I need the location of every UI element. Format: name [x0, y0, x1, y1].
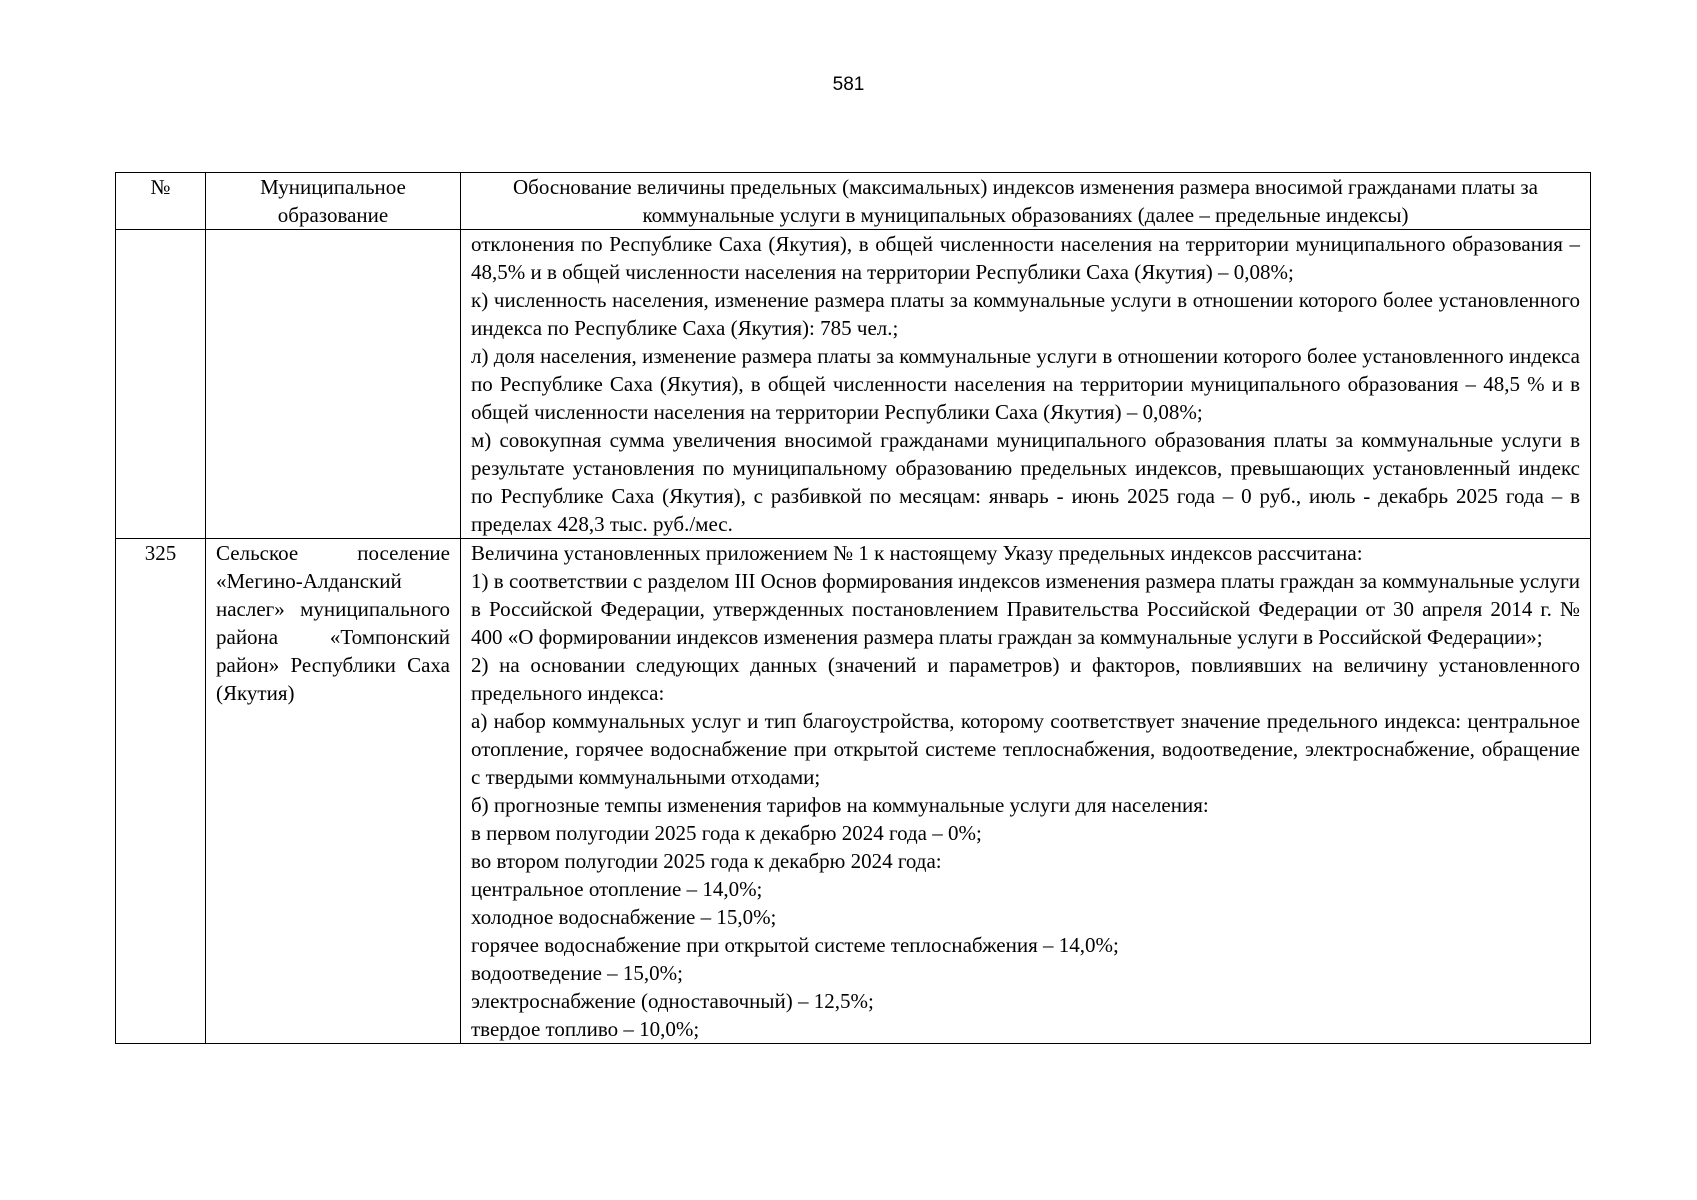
paragraph: горячее водоснабжение при открытой системе теплоснабжения – 14,0%;	[471, 933, 1119, 957]
cell-justification	[461, 539, 1591, 1044]
paragraph: водоотведение – 15,0%;	[471, 961, 683, 985]
header-num: №	[116, 173, 206, 230]
paragraph: 2) на основании следующих данных (значений и параметров) и факторов, повлиявших на величину установленного предельного индекса:	[471, 653, 1580, 705]
paragraph: а) набор коммунальных услуг и тип благоустройства, которому соответствует значение предельного индекса: центральное отопление, горячее водоснабжение при открытой системе теплоснабжения, водоотведение, электроснабжение, обращение с твердыми коммунальными отходами;	[471, 709, 1580, 789]
paragraph: м) совокупная сумма увеличения вносимой гражданами муниципального образования платы за коммунальные услуги в результате установления по муниципальному образованию предельных индексов, превышающих установленный индекс по Республике Саха (Якутия), с разбивкой по месяцам: январь - июнь 2025 года – 0 руб., июль - декабрь 2025 года – в пределах 428,3 тыс. руб./мес.	[471, 428, 1580, 536]
paragraph: л) доля населения, изменение размера платы за коммунальные услуги в отношении которого более установленного индекса по Республике Саха (Якутия), в общей численности населения на территории муниципального образования – 48,5 % и в общей численности населения на территории Республики Саха (Якутия) – 0,08%;	[471, 344, 1580, 424]
paragraph: Величина установленных приложением № 1 к настоящему Указу предельных индексов рассчитана:	[471, 541, 1363, 565]
paragraph: центральное отопление – 14,0%;	[471, 877, 763, 901]
cell-num-empty	[116, 230, 206, 539]
cell-justification-continuation	[461, 230, 1591, 539]
page-number: 581	[832, 74, 865, 95]
paragraph: холодное водоснабжение – 15,0%;	[471, 905, 777, 929]
header-justification: Обоснование величины предельных (максимальных) индексов изменения размера вносимой гражданами платы за коммунальные услуги в муниципальных образованиях (далее – предельные индексы)	[461, 173, 1591, 230]
paragraph: твердое топливо – 10,0%;	[471, 1017, 700, 1041]
paragraph: к) численность населения, изменение размера платы за коммунальные услуги в отношении которого более установленного индекса по Республике Саха (Якутия): 785 чел.;	[471, 288, 1580, 340]
table-header-row	[116, 173, 1591, 230]
cell-num: 325	[116, 539, 206, 1044]
paragraph: в первом полугодии 2025 года к декабрю 2024 года – 0%;	[471, 821, 982, 845]
cell-municipality-empty	[206, 230, 461, 539]
paragraph: 1) в соответствии с разделом III Основ формирования индексов изменения размера платы граждан за коммунальные услуги в Российской Федерации, утвержденных постановлением Правительства Российской Федерации от 30 апреля 2014 г. № 400 «О формировании индексов изменения размера платы граждан за коммунальные услуги в Российской Федерации»;	[471, 569, 1580, 649]
table-row-continuation	[116, 230, 1591, 539]
paragraph: б) прогнозные темпы изменения тарифов на коммунальные услуги для населения:	[471, 793, 1209, 817]
table-row-325	[116, 539, 1591, 1044]
paragraph: отклонения по Республике Саха (Якутия), в общей численности населения на территории муниципального образования – 48,5% и в общей численности населения на территории Республики Саха (Якутия) – 0,08%;	[471, 232, 1580, 284]
header-municipality: Муниципальное образование	[206, 173, 461, 230]
justification-table	[115, 172, 1591, 1044]
paragraph: электроснабжение (одноставочный) – 12,5%;	[471, 989, 874, 1013]
paragraph: во втором полугодии 2025 года к декабрю 2024 года:	[471, 849, 942, 873]
cell-municipality: Сельское поселение «Мегино-Алданский наслег» муниципального района «Томпонский район» Республики Саха (Якутия)	[206, 539, 461, 1044]
